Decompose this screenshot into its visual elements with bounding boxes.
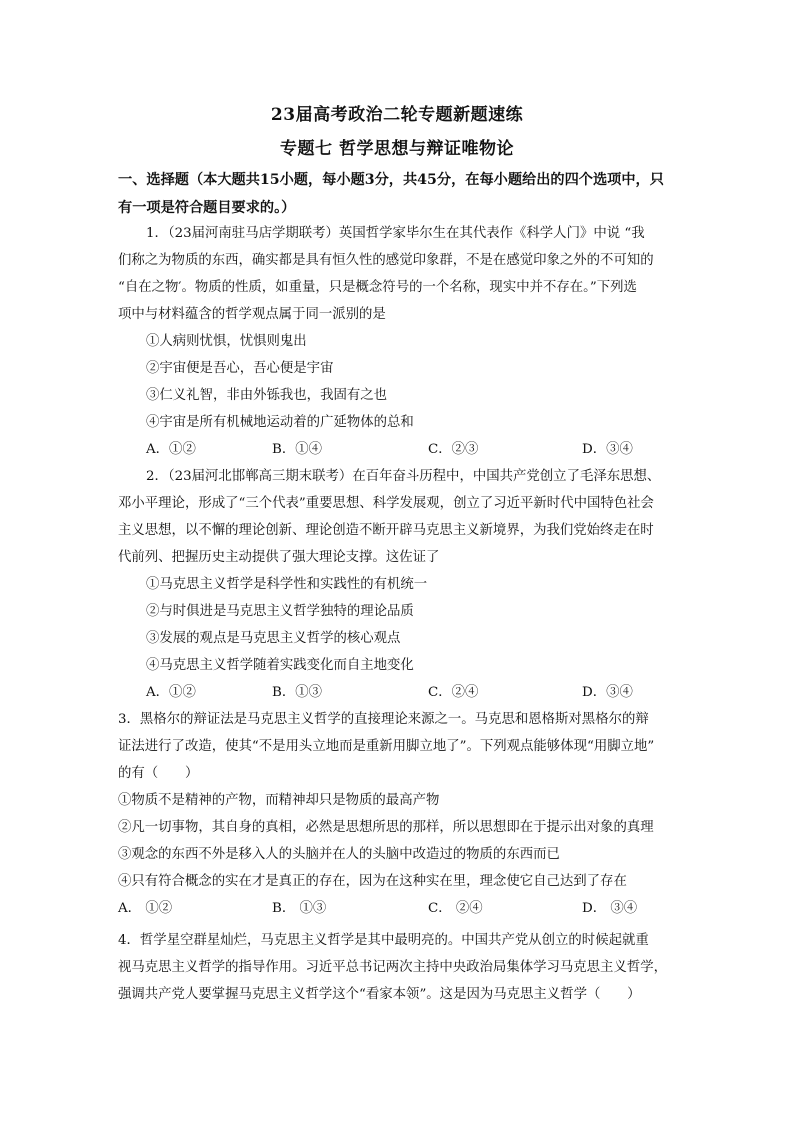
statement-item: ②宇宙便是吾心，吾心便是宇宙 — [146, 361, 334, 376]
answer-option-d: D．③④ — [582, 442, 633, 457]
answer-option-c: C． ②④ — [428, 901, 483, 916]
question-text-line: 视马克思主义哲学的指导作用。习近平总书记两次主持中央政治局集体学习马克思主义哲学， — [118, 960, 668, 975]
question-text-line: 们称之为物质的东西，确实都是具有恒久性的感觉印象群，不是在感觉印象之外的不可知的 — [118, 253, 654, 268]
question-text-line: 代前列、把握历史主动提供了强大理论支撑。这佐证了 — [118, 550, 440, 565]
answer-option-c: C．②④ — [428, 685, 479, 700]
answer-option-d: D．③④ — [582, 685, 633, 700]
answer-option-b: B．①③ — [272, 685, 323, 700]
section-heading-line-2: 有一项是符合题目要求的。） — [118, 200, 296, 216]
question-text-line: 主义思想，以不懈的理论创新、理论创造不断开辟马克思主义新境界，为我们党始终走在时 — [118, 523, 654, 538]
answer-option-c: C．②③ — [428, 442, 479, 457]
section-heading-line-1: 一、选择题（本大题共15小题，每小题3分，共45分，在每小题给出的四个选项中，只 — [118, 172, 664, 188]
question-text-line: 1．（23届河南驻马店学期联考）英国哲学家毕尔生在其代表作《科学人门》中说 “我 — [146, 226, 645, 241]
answer-option-a: A．①② — [146, 442, 196, 457]
statement-item: ①马克思主义哲学是科学性和实践性的有机统一 — [146, 577, 428, 592]
statement-item: ③仁义礼智，非由外铄我也，我固有之也 — [146, 388, 388, 403]
question-text-line: 项中与材料蕴含的哲学观点属于同一派别的是 — [118, 307, 386, 322]
question-text-line: 邓小平理论，形成了“三个代表”重要思想、科学发展观，创立了习近平新时代中国特色社会 — [118, 496, 654, 511]
statement-item: ④只有符合概念的实在才是真正的存在，因为在这种实在里，理念使它自己达到了存在 — [118, 874, 627, 889]
answer-option-a: A．①② — [146, 685, 196, 700]
statement-item: ④马克思主义哲学随着实践变化而自主地变化 — [146, 658, 414, 673]
answer-option-b: B．①④ — [272, 442, 323, 457]
question-text-line: “自在之物′。物质的性质，如重量，只是概念符号的一个名称，现实中并不存在。”下列选 — [118, 280, 637, 295]
answer-option-d: D． ③④ — [582, 901, 638, 916]
statement-item: ①人病则忧惧，忧惧则鬼出 — [146, 334, 307, 349]
document-title: 23届高考政治二轮专题新题速练 — [270, 105, 524, 125]
statement-item: ③观念的东西不外是移入人的头脑并在人的头脑中改造过的物质的东西而已 — [118, 847, 560, 862]
answer-option-a: A． ①② — [118, 901, 173, 916]
statement-item: ②与时俱进是马克思主义哲学独特的理论品质 — [146, 604, 414, 619]
statement-item: ③发展的观点是马克思主义哲学的核心观点 — [146, 631, 401, 646]
question-text-line: 强调共产党人要掌握马克思主义哲学这个“看家本领”。这是因为马克思主义哲学（ ） — [118, 987, 641, 1002]
answer-option-b: B． ①③ — [272, 901, 327, 916]
statement-item: ②凡一切事物，其自身的真相，必然是思想所思的那样，所以思想即在于提示出对象的真理 — [118, 820, 654, 835]
statement-item: ④宇宙是所有机械地运动着的广延物体的总和 — [146, 415, 414, 430]
document-subtitle: 专题七 哲学思想与辩证唯物论 — [280, 139, 514, 159]
question-text-line: 证法进行了改造，使其“不是用头立地而是重新用脚立地了”。下列观点能够体现“用脚立地” — [118, 739, 655, 754]
question-text-line: 3．黑格尔的辩证法是马克思主义哲学的直接理论来源之一。马克思和恩格斯对黑格尔的辩 — [118, 712, 649, 727]
question-text-line: 2．（23届河北邯郸高三期末联考）在百年奋斗历程中，中国共产党创立了毛泽东思想、 — [146, 469, 661, 484]
statement-item: ①物质不是精神的产物，而精神却只是物质的最高产物 — [118, 793, 440, 808]
question-text-line: 4．哲学星空群星灿烂，马克思主义哲学是其中最明亮的。中国共产党从创立的时候起就重 — [118, 933, 649, 948]
question-text-line: 的有（ ） — [118, 766, 199, 781]
